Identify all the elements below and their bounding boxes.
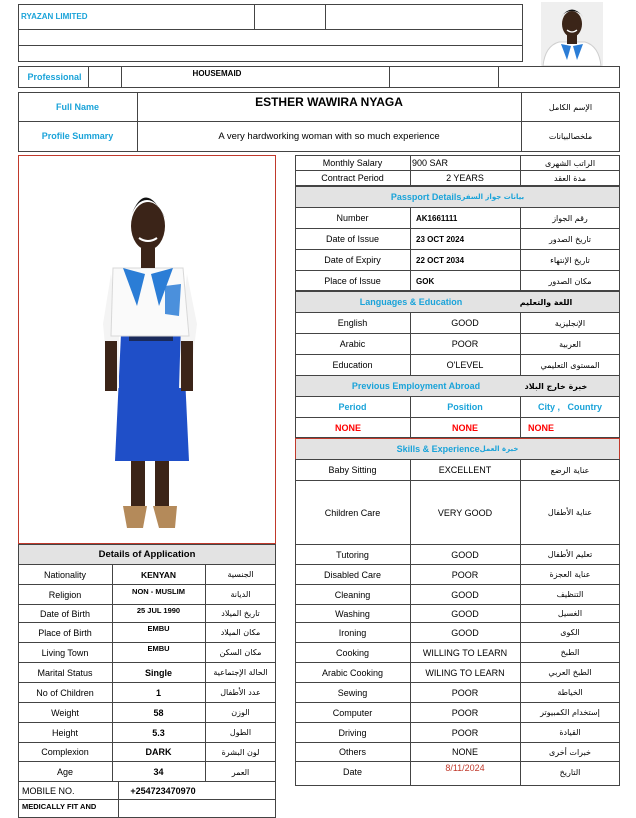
issue-date-value: 23 OCT 2024: [416, 234, 465, 244]
skill-arabic-cooking-ar: الطبخ العربي: [548, 668, 592, 677]
skill-children-care-value: VERY GOOD: [437, 507, 493, 518]
passport-number-label: Number: [336, 213, 369, 223]
expiry-date-value: 22 OCT 2034: [416, 255, 465, 265]
skill-washing-label: Washing: [335, 608, 370, 619]
header-row: [18, 45, 523, 62]
skill-cooking-ar: الطبخ: [560, 648, 580, 657]
weight-label: Weight: [51, 707, 79, 718]
employment-location-header: City , Country: [537, 402, 602, 412]
skill-driving-ar: القيادة: [559, 728, 581, 737]
skill-tutoring-value: GOOD: [451, 549, 479, 560]
skill-others-label: Others: [338, 747, 366, 757]
english-ar: الإنجليزية: [554, 318, 586, 328]
job-title-cell: [121, 66, 390, 88]
skill-cleaning-label: Cleaning: [334, 589, 371, 600]
expiry-date-ar: تاريخ الإنتهاء: [550, 255, 590, 265]
profile-summary-label-ar: ملخصالبيانات: [548, 131, 593, 141]
passport-title-ar: بيانات جواز السفر: [461, 193, 525, 201]
arabic-ar: العربية: [559, 339, 581, 349]
contract-period-value: 2 YEARS: [446, 173, 484, 183]
height-value: 5.3: [152, 727, 165, 738]
religion-label: Religion: [48, 589, 82, 600]
children-count-value: 1: [155, 687, 161, 698]
age-label: Age: [56, 767, 73, 777]
english-label: English: [337, 318, 368, 328]
skill-computer-ar: إستخدام الكمبيوتر: [540, 708, 600, 717]
living-town-value: EMBU: [147, 643, 170, 653]
skill-baby-sitting-value: EXCELLENT: [438, 465, 492, 475]
complexion-ar: لون البشرة: [221, 747, 260, 757]
skill-others-value: NONE: [451, 747, 478, 757]
skill-computer-label: Computer: [332, 707, 373, 718]
skills-title: Skills & Experience: [396, 444, 480, 454]
full-name-label: Full Name: [55, 102, 99, 112]
header-cell: [325, 4, 523, 30]
skill-baby-sitting-label: Baby Sitting: [328, 465, 377, 475]
children-count-ar: عدد الأطفال: [220, 688, 261, 697]
skills-header: [295, 438, 620, 460]
complexion-label: Complexion: [41, 747, 89, 757]
employment-title: Previous Employment Abroad: [351, 381, 481, 391]
skills-title-ar: خبرة العمل: [479, 445, 519, 453]
medical-label: MEDICALLY FIT AND: [22, 801, 97, 811]
marital-status-value: Single: [144, 667, 172, 678]
profile-summary-value: A very hardworking woman with so much experience: [218, 130, 440, 142]
place-of-birth-value: EMBU: [147, 623, 170, 633]
passport-number-value: AK1661111: [416, 213, 458, 223]
skill-computer-value: POOR: [451, 707, 479, 718]
skill-children-care-label: Children Care: [324, 507, 381, 518]
skill-disabled-care-label: Disabled Care: [323, 569, 382, 580]
skill-children-care-ar: عناية الأطفال: [547, 508, 593, 517]
professional-label: Professional: [27, 72, 82, 82]
education-value: O'LEVEL: [446, 360, 484, 370]
skill-driving-label: Driving: [338, 727, 367, 738]
religion-value: NON - MUSLIM: [132, 586, 185, 596]
divider: [18, 121, 620, 122]
divider: [118, 799, 119, 818]
employment-position-value: NONE: [451, 423, 478, 433]
place-of-issue-label: Place of Issue: [324, 276, 381, 286]
expiry-date-label: Date of Expiry: [324, 255, 381, 265]
company-name: RYAZAN LIMITED: [21, 12, 88, 21]
skill-driving-value: POOR: [451, 727, 479, 738]
date-of-birth-ar: تاريخ الميلاد: [221, 609, 260, 618]
header-cell: [498, 66, 620, 88]
contract-period-ar: مدة العقد: [554, 173, 586, 183]
skill-baby-sitting-ar: عناية الرضع: [550, 465, 590, 475]
skill-washing-ar: الغسيل: [557, 609, 583, 618]
job-title: HOUSEMAID: [192, 69, 242, 78]
skill-ironing-label: Ironing: [338, 627, 367, 638]
living-town-label: Living Town: [41, 647, 89, 658]
skill-tutoring-label: Tutoring: [336, 549, 369, 560]
skill-cleaning-ar: التنظيف: [556, 590, 584, 599]
profile-photo-small: [541, 2, 603, 66]
place-of-birth-label: Place of Birth: [38, 627, 92, 638]
religion-ar: الديانة: [230, 590, 251, 599]
application-title: Details of Application: [98, 549, 196, 560]
place-of-birth-ar: مكان الميلاد: [220, 628, 261, 637]
skill-cleaning-value: GOOD: [451, 589, 479, 600]
english-value: GOOD: [451, 318, 479, 328]
skill-tutoring-ar: تعليم الأطفال: [547, 550, 593, 559]
skill-washing-value: GOOD: [451, 608, 479, 619]
employment-header: [295, 375, 620, 397]
languages-title: Languages & Education: [359, 297, 463, 307]
arabic-label: Arabic: [339, 339, 366, 349]
weight-ar: الوزن: [231, 708, 250, 717]
issue-date-ar: تاريخ الصدور: [549, 234, 591, 244]
skill-disabled-care-ar: عناية العجزة: [549, 570, 591, 579]
monthly-salary-value: 900 SAR: [412, 158, 449, 168]
date-of-birth-label: Date of Birth: [39, 608, 91, 619]
employment-position-header: Position: [447, 402, 483, 412]
marital-status-ar: الحالة الإجتماعية: [213, 668, 268, 677]
education-ar: المستوى التعليمي: [540, 360, 600, 370]
full-name-label-ar: الإسم الكامل: [548, 102, 593, 112]
skill-arabic-cooking-label: Arabic Cooking: [321, 667, 384, 678]
skill-ironing-value: GOOD: [451, 627, 479, 638]
skill-cooking-label: Cooking: [335, 647, 370, 658]
contract-period-label: Contract Period: [321, 173, 384, 183]
employment-period-value: NONE: [335, 423, 362, 433]
professional-label-cell: [18, 66, 89, 88]
nationality-value: KENYAN: [140, 569, 177, 580]
date-label: Date: [342, 767, 362, 777]
profile-summary-label: Profile Summary: [41, 131, 114, 141]
passport-title: Passport Details: [390, 192, 462, 202]
height-ar: الطول: [229, 728, 252, 737]
marital-status-label: Marital Status: [37, 667, 93, 678]
education-label: Education: [332, 360, 373, 370]
header-row: [18, 29, 523, 46]
place-of-issue-value: GOK: [416, 276, 435, 286]
divider: [410, 207, 411, 291]
mobile-label: MOBILE NO.: [22, 785, 75, 796]
languages-header: [295, 291, 620, 313]
company-cell: [18, 4, 255, 30]
employment-location-value: NONE: [528, 423, 555, 433]
skill-ironing-ar: الكوى: [560, 628, 580, 637]
nationality-ar: الجنسية: [227, 570, 254, 579]
monthly-salary-label: Monthly Salary: [322, 158, 383, 168]
passport-number-ar: رقم الجواز: [552, 213, 588, 223]
full-name-value: ESTHER WAWIRA NYAGA: [255, 95, 403, 109]
age-ar: العمر: [231, 767, 250, 777]
employment-title-ar: خبرة خارج البلاد: [524, 381, 588, 391]
skill-sewing-value: POOR: [451, 687, 479, 698]
mobile-value: +254723470970: [130, 785, 196, 796]
employment-period-header: Period: [338, 402, 367, 412]
weight-value: 58: [153, 707, 164, 718]
languages-title-ar: اللغة والتعليم: [519, 297, 573, 307]
profile-photo: [18, 155, 276, 544]
age-value: 34: [153, 767, 164, 777]
complexion-value: DARK: [145, 747, 172, 757]
header-cell: [254, 4, 326, 30]
skill-sewing-label: Sewing: [337, 687, 368, 698]
skill-others-ar: خبرات أخرى: [549, 747, 591, 757]
place-of-issue-ar: مكان الصدور: [548, 276, 592, 286]
skill-arabic-cooking-value: WILING TO LEARN: [425, 667, 505, 678]
application-header: [18, 544, 276, 565]
skill-disabled-care-value: POOR: [451, 569, 479, 580]
header-cell: [88, 66, 122, 88]
skill-sewing-ar: الخياطة: [557, 688, 583, 697]
arabic-value: POOR: [451, 339, 479, 349]
date-ar: التاريخ: [559, 767, 581, 777]
issue-date-label: Date of Issue: [325, 234, 380, 244]
passport-header: [295, 186, 620, 208]
height-label: Height: [51, 727, 78, 738]
nationality-label: Nationality: [43, 569, 87, 580]
date-of-birth-value: 25 JUL 1990: [136, 605, 181, 615]
date-value: 8/11/2024: [445, 763, 485, 773]
header-cell: [389, 66, 499, 88]
monthly-salary-ar: الراتب الشهرى: [544, 158, 596, 168]
children-count-label: No of Children: [36, 687, 94, 698]
living-town-ar: مكان السكن: [219, 648, 262, 657]
skill-cooking-value: WILLING TO LEARN: [422, 647, 508, 658]
